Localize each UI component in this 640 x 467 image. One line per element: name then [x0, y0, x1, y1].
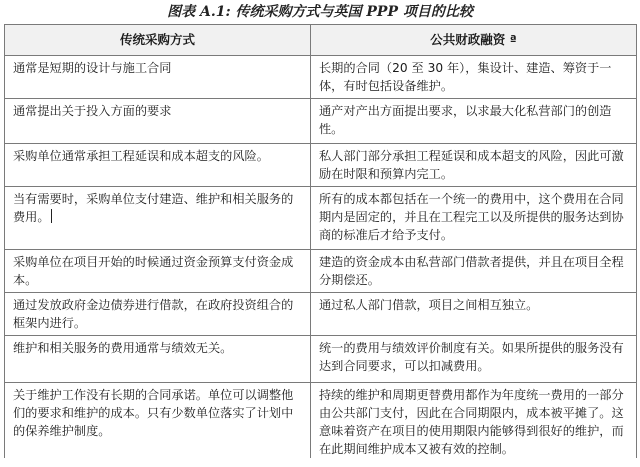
header-public-finance: 公共财政融资 ª — [311, 25, 637, 56]
table-cell: 长期的合同（20 至 30 年），集设计、建造、筹资于一体，有时包括设备维护。 — [311, 56, 637, 99]
table-row — [5, 336, 637, 383]
table-cell: 维护和相关服务的费用通常与绩效无关。 — [5, 336, 311, 383]
table-cell: 通过私人部门借款，项目之间相互独立。 — [311, 293, 637, 336]
table-row — [5, 293, 637, 336]
table-cell: 通产对产出方面提出要求，以求最大化私营部门的创造性。 — [311, 99, 637, 144]
table-cell: 建造的资金成本由私营部门借款者提供，并且在项目全程分期偿还。 — [311, 250, 637, 293]
table-cell: 持续的维护和周期更替费用都作为年度统一费用的一部分由公共部门支付，因此在合同期限内，成本被平摊了。这意味着资产在项目的使用期限内能够得到很好的维护，而在此期间维护成本又被有效的控制。 — [311, 383, 637, 465]
comparison-table — [4, 24, 637, 465]
table-cell: 私人部门部分承担工程延误和成本超支的风险，因此可激励在时限和预算内完工。 — [311, 144, 637, 187]
cell-text: 当有需要时，采购单位支付建造、维护和相关服务的费用。 — [13, 192, 294, 224]
table-cell: 统一的费用与绩效评价制度有关。如果所提供的服务没有达到合同要求，可以扣减费用。 — [311, 336, 637, 383]
table-cell: 通常提出关于投入方面的要求 — [5, 99, 311, 144]
header-traditional-procurement: 传统采购方式 — [5, 25, 311, 56]
table-row — [5, 187, 637, 250]
table-row — [5, 250, 637, 293]
table-caption: 图表 A.1: 传统采购方式与英国 PPP 项目的比较 — [167, 4, 473, 20]
table-cell: 通过发放政府金边债券进行借款，在政府投资组合的框架内进行。 — [5, 293, 311, 336]
table-row — [5, 99, 637, 144]
table-cell: 通常是短期的设计与施工合同 — [5, 56, 311, 99]
table-cell: 所有的成本都包括在一个统一的费用中，这个费用在合同期内是固定的，并且在工程完工以及所提供的服务达到协商的标准后才给予支付。 — [311, 187, 637, 250]
table-cell — [5, 187, 311, 250]
table-cell: 采购单位通常承担工程延误和成本超支的风险。 — [5, 144, 311, 187]
table-row — [5, 56, 637, 99]
text-cursor-icon — [51, 209, 52, 223]
table-cell: 关于维护工作没有长期的合同承诺。单位可以调整他们的要求和维护的成本。只有少数单位落实了计划中的保养维护制度。 — [5, 383, 311, 465]
table-row — [5, 383, 637, 465]
page-bottom-edge — [0, 458, 640, 467]
table-row — [5, 144, 637, 187]
table-header-row — [5, 25, 637, 56]
table-cell: 采购单位在项目开始的时候通过资金预算支付资金成本。 — [5, 250, 311, 293]
